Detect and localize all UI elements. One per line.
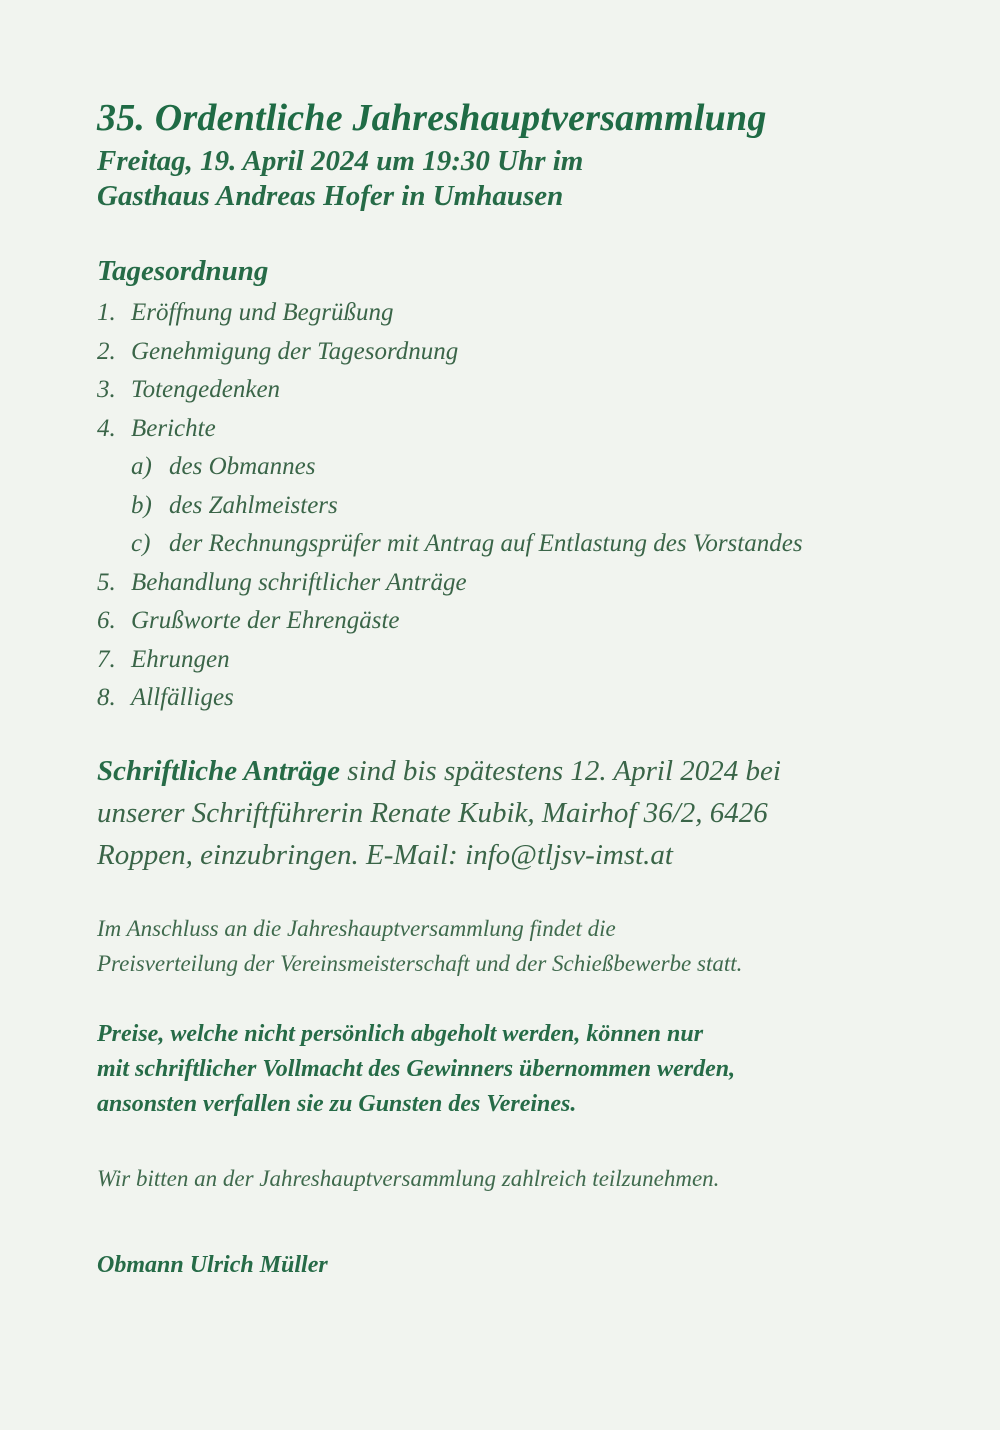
agenda-subitem-letter: a) [131, 453, 152, 480]
agenda-subitem [97, 448, 940, 487]
motions-line-rest: sind bis spätestens 12. April 2024 bei [340, 754, 781, 787]
notice-line: Preise, welche nicht persönlich abgeholt werden, können nur [97, 1020, 704, 1047]
prize-notice-paragraph [97, 1017, 940, 1122]
agenda-item-text: Ehrungen [131, 645, 230, 673]
prize-distribution-paragraph [97, 911, 940, 981]
event-date-location [97, 144, 940, 214]
agenda-item [97, 294, 940, 333]
signature: Obmann Ulrich Müller [97, 1251, 328, 1278]
agenda-item [97, 564, 940, 603]
info-line: Preisverteilung der Vereinsmeisterschaft und der Schießbewerbe statt. [97, 950, 743, 976]
agenda-item-text: Totengedenken [131, 376, 281, 403]
agenda-item-number: 3. [97, 376, 116, 403]
agenda-item-number: 4. [97, 414, 116, 442]
agenda-item-number: 5. [97, 568, 116, 596]
agenda-item [97, 410, 940, 449]
document-title: 35. Ordentliche Jahreshauptversammlung [97, 97, 767, 139]
notice-line: ansonsten verfallen sie zu Gunsten des Vereines. [97, 1090, 577, 1117]
agenda-item [97, 641, 940, 680]
agenda-item [97, 602, 940, 641]
agenda-item-number: 1. [97, 299, 116, 326]
motions-lead: Schriftliche Anträge [97, 754, 341, 787]
notice-line: mit schriftlicher Vollmacht des Gewinners übernommen werden, [97, 1055, 736, 1082]
agenda-subitem-letter: c) [131, 530, 151, 557]
agenda-item-text: Grußworte der Ehrengäste [131, 607, 400, 634]
event-location-line: Gasthaus Andreas Hofer in Umhausen [97, 180, 564, 212]
agenda-subitem-letter: b) [131, 491, 152, 519]
agenda-item-number: 6. [97, 607, 116, 634]
agenda-item-number: 7. [97, 645, 116, 673]
agenda-subitem-text: des Obmannes [169, 453, 316, 480]
agenda-item [97, 679, 940, 718]
agenda-item-text: Berichte [131, 414, 216, 442]
motions-line [97, 750, 940, 792]
agenda-subitem [97, 525, 940, 564]
agenda-item [97, 333, 940, 372]
agenda-list [97, 294, 940, 718]
agenda-item-number: 8. [97, 684, 116, 711]
agenda-item [97, 371, 940, 410]
agenda-item-text: Genehmigung der Tagesordnung [131, 337, 459, 365]
motions-line: Roppen, einzubringen. E-Mail: info@tljsv-imst.at [97, 838, 673, 871]
agenda-subitem-text: der Rechnungsprüfer mit Antrag auf Entlastung des Vorstandes [169, 530, 803, 557]
invitation-text: Wir bitten an der Jahreshauptversammlung zahlreich teilzunehmen. [97, 1165, 720, 1191]
agenda-item-text: Allfälliges [131, 684, 234, 711]
agenda-subitem [97, 487, 940, 526]
event-date-line: Freitag, 19. April 2024 um 19:30 Uhr im [97, 145, 584, 177]
agenda-item-text: Eröffnung und Begrüßung [131, 299, 394, 326]
agenda-item-text: Behandlung schriftlicher Anträge [131, 568, 467, 596]
agenda-subitem-text: des Zahlmeisters [169, 491, 338, 519]
agenda-item-number: 2. [97, 337, 116, 365]
info-line: Im Anschluss an die Jahreshauptversammlung findet die [97, 915, 616, 941]
motions-paragraph [97, 750, 940, 876]
agenda-heading: Tagesordnung [97, 255, 269, 287]
motions-line: unserer Schriftführerin Renate Kubik, Mairhof 36/2, 6426 [97, 796, 768, 829]
